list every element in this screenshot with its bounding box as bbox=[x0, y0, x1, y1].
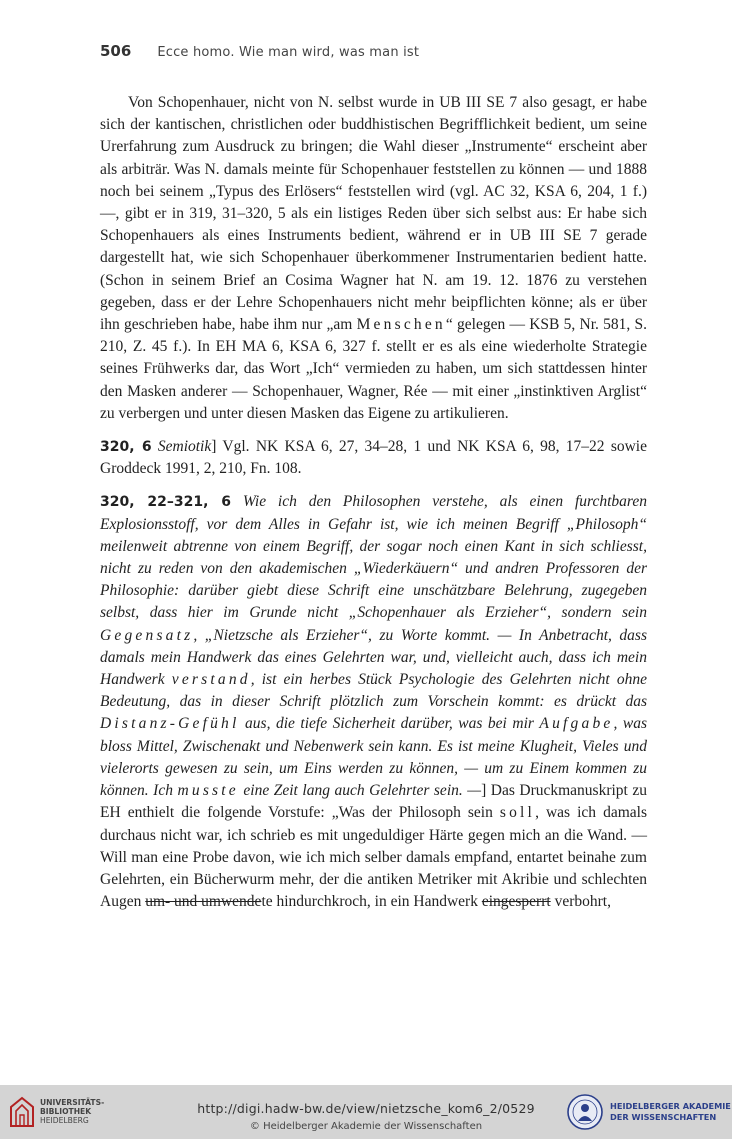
paragraph-1-text-b: “ gelegen — KSB 5, Nr. 581, S. 210, Z. 45 f.). In EH MA 6, KSA 6, 327 f. stellt er es als eine wiederholte Strategie seines Frühwerks dar, das Wort „Ich“ vermieden zu haben, um sich stattdessen hinter den Masken anderer — Schopenhauer, Wagner, Rée — mit einer „instinktiven Arglist“ zu verbergen und unter diesen Masken das Eigene zu artikulieren. bbox=[100, 316, 647, 422]
paragraph-1-text-a: Von Schopenhauer, nicht von N. selbst wurde in UB III SE 7 also gesagt, er habe sich der kantischen, christlichen oder buddhistischen Begrifflichkeit bedient, um seine Urerfahrung zum Ausdruck zu bringen; die Wahl dieser „Instrumente“ erscheint aber als arbiträr. Was N. damals meinte für Schopenhauer feststellen zu können — und 1888 noch bei seinem „Typus des Erlösers“ feststellen wird (vgl. AC 32, KSA 6, 204, 1 f.) —, gibt er in 319, 31–320, 5 als ein listiges Reden über sich selbst aus: Er habe sich Schopenhauers als eines Instruments bedient, während er in UB III SE 7 gerade dargestellt hat, wie sich Schopenhauer überkommener Instrumentarien bedient hatte. (Schon in seinem Brief an Cosima Wagner hat N. am 19. 12. 1876 zu verstehen gegeben, dass er der Lehre Schopenhauers nicht mehr beipflichten könne; als er über ihn geschrieben habe, habe ihm nur „am bbox=[100, 94, 647, 334]
quote-part: Wie ich den Philosophen verstehe, als einen furchtbaren Explosionsstoff, vor dem Alles in Gefahr ist, wie ich meinen Begriff „Philosoph“ meilenweit abtrenne von einem Begriff, der sogar noch einen Kant in sich schliesst, nicht zu reden von den akademischen „Wiederkäuern“ und andren Professoren der Philosophie: darüber giebt diese Schrift eine unschätzbare Belehrung, zugegeben selbst, dass hier im Grunde nicht „Schopenhauer als Erzieher“, sondern sein bbox=[100, 493, 647, 622]
quote-part: , was bloss Mittel, Zwischenakt und Nebenwerk sein kann. Es ist meine Klugheit, Vieles und vielerorts gewesen zu sein, um Eins werden zu können, — um zu Einem kommen zu können. Ich bbox=[100, 715, 647, 800]
commentary-text: ] Vgl. NK KSA 6, 27, 34–28, 1 und NK KSA 6, 98, 17–22 sowie Groddeck 1991, 2, 210, Fn. 108. bbox=[100, 438, 647, 478]
academy-line-1: HEIDELBERGER AKADEMIE bbox=[610, 1101, 731, 1111]
quote-part: aus, die tiefe Sicherheit darüber, was bei mir bbox=[239, 715, 540, 733]
academy-line-2: DER WISSENSCHAFTEN bbox=[610, 1112, 717, 1122]
ub-line-1: UNIVERSITÄTS- bbox=[40, 1098, 105, 1107]
ub-line-2: BIBLIOTHEK bbox=[40, 1107, 92, 1116]
quote-part: eine Zeit lang auch Gelehrter sein. — bbox=[238, 782, 482, 800]
spaced-word: Gegensatz bbox=[100, 626, 194, 644]
struck-text: eingesperrt bbox=[481, 893, 551, 911]
commentary-text: , was ich damals durchaus nicht war, ich schrieb es mit ungeduldiger Härte gegen mich an die Wand. — Will man eine Probe davon, wie ich mich selber damals empfand, entartet beinahe zum Gelehrten, ein Bücherwurm mehr, der die antiken Metriker mit Akribie und schlechten Augen bbox=[100, 804, 647, 911]
copyright-notice: © Heidelberger Akademie der Wissenschaften bbox=[249, 1121, 483, 1132]
spaced-word: verstand bbox=[171, 671, 251, 689]
line-reference: 320, 22–321, 6 bbox=[100, 494, 231, 511]
commentary-text: ] Das Druckmanuskript zu EH enthielt die folgende Vorstufe: „Was der Philosoph sein bbox=[100, 782, 648, 822]
spaced-word: soll bbox=[499, 804, 536, 822]
source-url-link[interactable]: http://digi.hadw-bw.de/view/nietzsche_kom6_2/0529 bbox=[197, 1101, 535, 1116]
quote-part: , ist ein herbes Stück Psychologie des Gelehrten nicht ohne Bedeutung, das in dieser Schrift plötzlich zum Vorschein kommt: es drückt das bbox=[100, 671, 647, 711]
main-text bbox=[100, 92, 647, 913]
academy-name bbox=[610, 1101, 731, 1123]
struck-text: um- und umwende bbox=[145, 893, 262, 911]
footer-bar bbox=[0, 1085, 732, 1139]
running-title: Ecce homo. Wie man wird, was man ist bbox=[157, 45, 420, 60]
academy-seal-icon bbox=[566, 1093, 604, 1131]
ub-line-3: HEIDELBERG bbox=[40, 1116, 89, 1125]
spaced-word: musste bbox=[177, 782, 239, 800]
line-reference: 320, 6 bbox=[100, 439, 152, 456]
quote-part: , „Nietzsche als Erzieher“, zu Worte kommt. — In Anbetracht, dass damals mein Handwerk das eines Gelehrten war, und, vielleicht auch, dass ich mein Handwerk bbox=[100, 626, 647, 689]
commentary-entry-2 bbox=[100, 491, 647, 913]
page-header bbox=[100, 42, 672, 64]
commentary-entry-1 bbox=[100, 436, 647, 480]
spaced-word: Aufgabe bbox=[539, 715, 614, 733]
spaced-word: Menschen bbox=[356, 316, 446, 334]
spaced-word: Distanz-Gefühl bbox=[100, 715, 240, 733]
commentary-text: verbohrt, bbox=[550, 893, 611, 911]
lemma: Semiotik bbox=[157, 438, 212, 456]
page-number: 506 bbox=[100, 42, 132, 60]
paragraph-1 bbox=[100, 92, 647, 425]
commentary-text: te hindurchkroch, in ein Handwerk bbox=[261, 893, 482, 911]
